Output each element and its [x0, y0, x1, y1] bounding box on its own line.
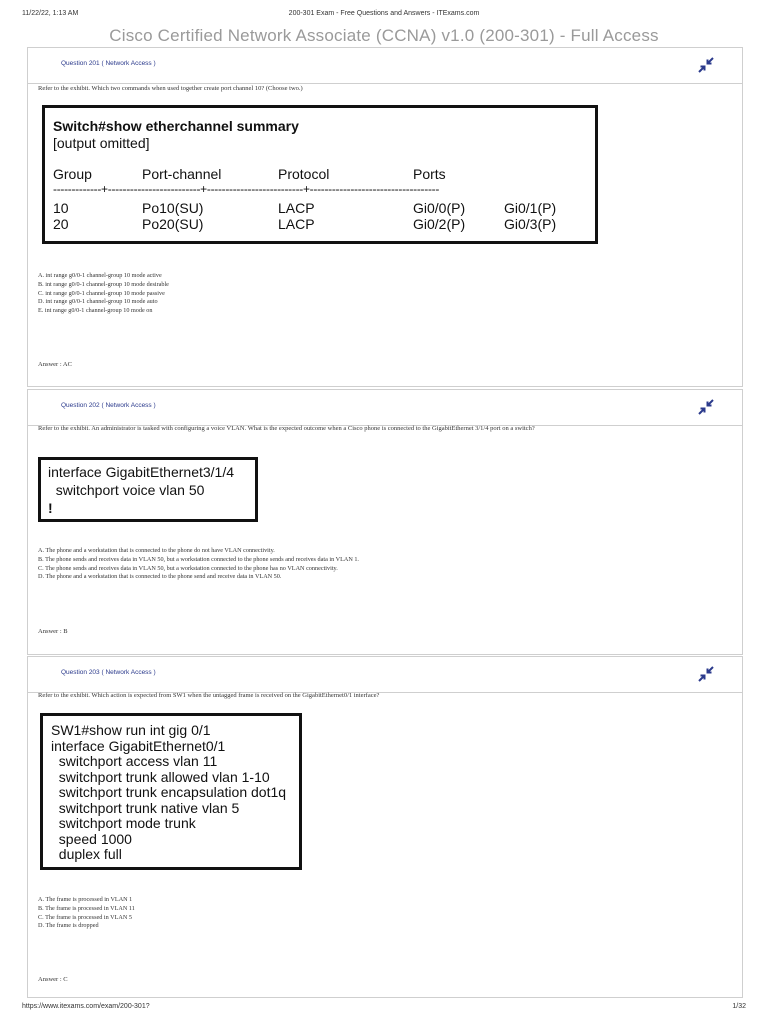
exhibit-cell: 20	[53, 216, 69, 232]
print-datetime: 11/22/22, 1:13 AM	[22, 10, 79, 17]
question-label: Question 203 ( Network Access )	[61, 669, 156, 676]
question-text: Refer to the exhibit. Which action is expected from SW1 when the untagged frame is received on the GigabitEthernet0/1 interface?	[38, 692, 380, 699]
exhibit-cell: LACP	[278, 216, 315, 232]
answer-choices	[38, 896, 135, 931]
exhibit-cell: Gi0/3(P)	[504, 216, 557, 232]
collapse-icon[interactable]	[698, 399, 714, 415]
exhibit-header-ports: Ports	[413, 166, 446, 182]
question-header	[28, 390, 742, 426]
choice-d: D. The phone and a workstation that is connected to the phone send and receive data in VLAN 50.	[38, 573, 282, 581]
choice-c: C. The frame is processed in VLAN 5	[38, 913, 132, 921]
answer-choices	[38, 547, 359, 582]
exhibit-line: !	[48, 500, 53, 516]
exhibit-cell: Gi0/2(P)	[413, 216, 466, 232]
page-title: Cisco Certified Network Associate (CCNA) v1.0 (200-301) - Full Access	[109, 26, 659, 45]
question-text: Refer to the exhibit. Which two commands when used together create port channel 10? (Choose two.)	[38, 85, 303, 92]
exhibit-header-port-channel: Port-channel	[142, 166, 222, 182]
print-url[interactable]: https://www.itexams.com/exam/200-301?	[22, 1003, 150, 1010]
exhibit-cell: Gi0/0(P)	[413, 200, 466, 216]
print-tab-title: 200-301 Exam - Free Questions and Answers - ITExams.com	[288, 10, 480, 17]
exhibit-line: interface GigabitEthernet0/1	[51, 737, 226, 754]
exhibit-line: switchport trunk encapsulation dot1q	[51, 784, 287, 800]
exhibit-line: switchport mode trunk	[51, 815, 196, 831]
exhibit-cell: 10	[53, 200, 69, 216]
choice-a: A. The frame is processed in VLAN 1	[38, 896, 133, 903]
question-card-203	[27, 656, 743, 998]
exhibit-separator: -------------+-------------------------+--------------------------+-----------------------------------	[53, 182, 440, 196]
choice-a: A. The phone and a workstation that is connected to the phone do not have VLAN connectivity.	[38, 547, 275, 554]
choice-c: C. int range g0/0-1 channel-group 10 mode passive	[38, 289, 165, 297]
question-label: Question 202 ( Network Access )	[61, 402, 156, 409]
exhibit-line: switchport trunk native vlan 5	[51, 799, 240, 816]
exhibit-cell: LACP	[278, 200, 315, 216]
choice-a: A. int range g0/0-1 channel-group 10 mode active	[38, 272, 162, 279]
question-text: Refer to the exhibit. An administrator is tasked with configuring a voice VLAN. What is the expected outcome when a Cisco phone is connected to the GigabitEthernet 3/1/4 port on a switch?	[38, 425, 535, 432]
exhibit-cell: Po20(SU)	[142, 216, 204, 232]
question-card-202	[27, 389, 743, 655]
exhibit-show-run	[40, 713, 302, 870]
choice-c: C. The phone sends and receives data in VLAN 50, but a workstation connected to the phone has no VLAN connectivity.	[38, 564, 338, 572]
collapse-icon[interactable]	[698, 666, 714, 682]
answer-choices	[38, 272, 169, 316]
question-header	[28, 48, 742, 84]
answer: Answer : AC	[38, 361, 72, 368]
choice-b: B. The phone sends and receives data in VLAN 50, but a workstation connected to the phone sends and receives data in VLAN 1.	[38, 555, 359, 563]
question-label: Question 201 ( Network Access )	[61, 60, 156, 67]
exhibit-line: speed 1000	[51, 830, 132, 847]
question-header	[28, 657, 742, 693]
choice-d: D. The frame is dropped	[38, 922, 99, 930]
exhibit-header-protocol: Protocol	[278, 166, 330, 182]
exhibit-header-group: Group	[53, 166, 92, 182]
exhibit-line: SW1#show run int gig 0/1	[51, 722, 211, 738]
exhibit-line: switchport voice vlan 50	[48, 482, 205, 498]
choice-b: B. The frame is processed in VLAN 11	[38, 904, 135, 912]
collapse-icon[interactable]	[698, 57, 714, 73]
exhibit-line: duplex full	[51, 846, 122, 862]
print-header	[0, 10, 768, 22]
exhibit-cell: Po10(SU)	[142, 200, 204, 216]
choice-b: B. int range g0/0-1 channel-group 10 mode desirable	[38, 280, 169, 288]
answer: Answer : B	[38, 628, 68, 635]
question-card-201	[27, 47, 743, 387]
exhibit-omitted: [output omitted]	[53, 135, 150, 151]
choice-d: D. int range g0/0-1 channel-group 10 mode auto	[38, 298, 158, 306]
exhibit-voice-vlan	[38, 457, 258, 522]
print-page-number: 1/32	[732, 1003, 746, 1010]
exhibit-line: interface GigabitEthernet3/1/4	[48, 464, 235, 480]
exhibit-line: switchport access vlan 11	[51, 753, 218, 769]
answer: Answer : C	[38, 976, 68, 983]
exhibit-line: switchport trunk allowed vlan 1-10	[51, 768, 270, 785]
exhibit-etherchannel-summary	[42, 105, 598, 244]
exhibit-command: Switch#show etherchannel summary	[53, 118, 299, 134]
exhibit-cell: Gi0/1(P)	[504, 200, 557, 216]
choice-e: E. int range g0/0-1 channel-group 10 mode on	[38, 307, 153, 315]
